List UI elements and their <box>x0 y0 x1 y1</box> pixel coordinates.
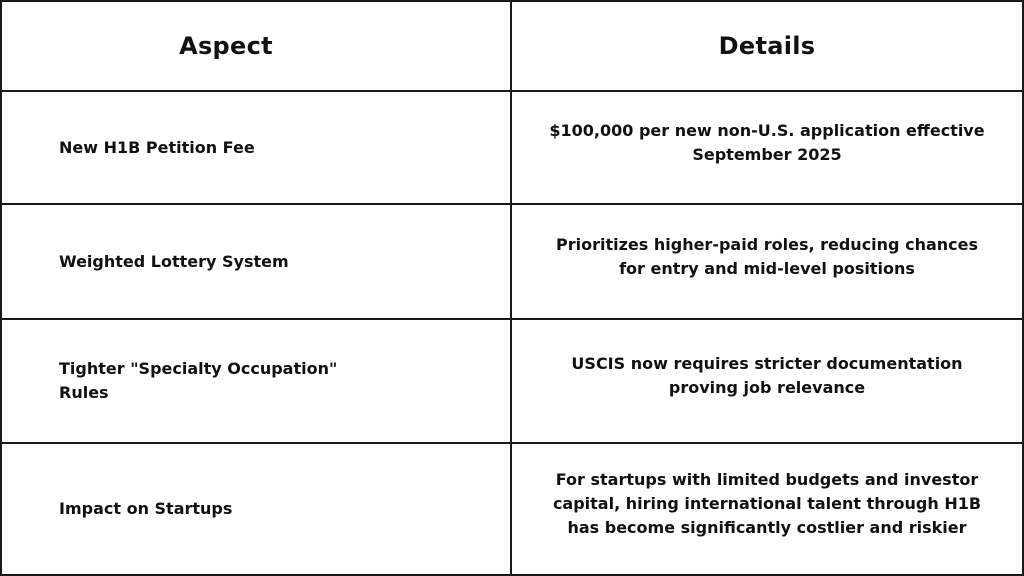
row-2-details <box>512 205 1022 320</box>
row-2-aspect-text: Weighted Lottery System <box>59 251 289 271</box>
row-4-details <box>512 444 1022 574</box>
header-details <box>512 2 1022 92</box>
header-aspect-label: Aspect <box>179 32 273 60</box>
header-details-label: Details <box>718 32 816 60</box>
row-4-details-text: For startups with limited budgets and investor capital, hiring international talent through H1B has become significantly costlier and riskier <box>552 470 982 537</box>
row-1-aspect <box>2 92 512 205</box>
row-3-aspect-text: Tighter "Specialty Occupation" Rules <box>59 359 338 402</box>
row-3-aspect <box>2 320 512 444</box>
row-2-aspect <box>2 205 512 320</box>
header-aspect <box>2 2 512 92</box>
row-3-details <box>512 320 1022 444</box>
row-3-details-text: USCIS now requires stricter documentation proving job relevance <box>571 354 963 397</box>
row-4-aspect <box>2 444 512 574</box>
row-1-details <box>512 92 1022 205</box>
row-1-aspect-text: New H1B Petition Fee <box>59 137 255 157</box>
row-1-details-text: $100,000 per new non-U.S. application effective September 2025 <box>549 120 985 164</box>
row-4-aspect-text: Impact on Startups <box>59 499 233 518</box>
row-2-details-text: Prioritizes higher-paid roles, reducing chances for entry and mid-level positions <box>556 234 978 278</box>
